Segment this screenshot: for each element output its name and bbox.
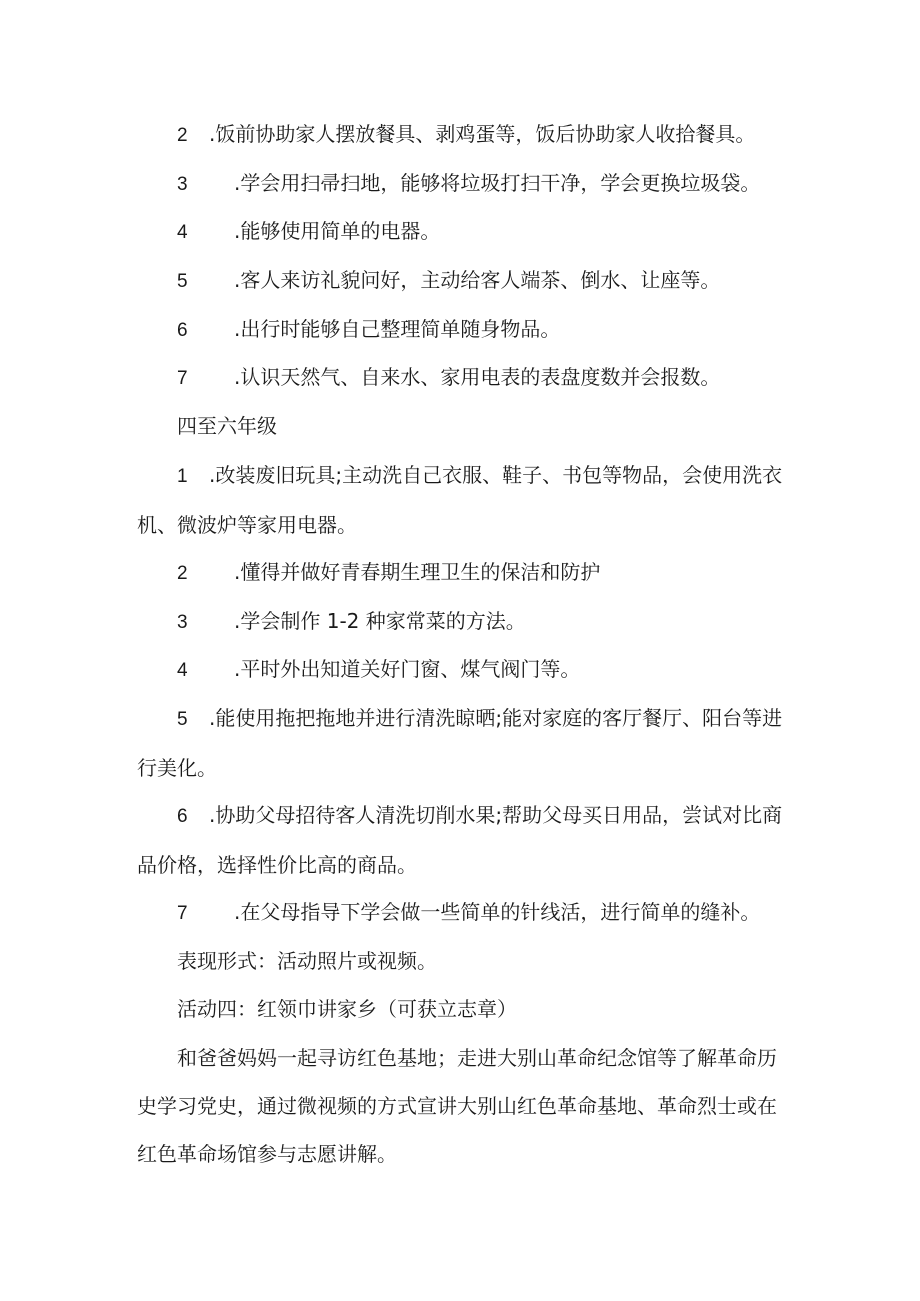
item-number: 4 <box>177 660 188 681</box>
list-item <box>137 159 787 209</box>
section-heading <box>137 402 787 450</box>
item-text: .能使用拖把拖地并进行清洗晾晒;能对家庭的客厅餐厅、阳台等进行美化。 <box>137 706 783 780</box>
item-number: 3 <box>177 612 188 633</box>
item-text: .学会制作 1-2 种家常菜的方法。 <box>234 609 526 633</box>
paragraph <box>137 1034 787 1178</box>
list-item <box>137 548 787 598</box>
paragraph-text: 和爸爸妈妈一起寻访红色基地；走进大别山革命纪念馆等了解革命历史学习党史，通过微视频的方式宣讲大别山红色革命基地、革命烈士或在红色革命场馆参与志愿讲解。 <box>137 1046 777 1166</box>
list-item <box>137 645 787 695</box>
list-item <box>137 597 787 647</box>
list-item <box>137 256 787 306</box>
item-text: .能够使用简单的电器。 <box>234 219 441 243</box>
item-number: 2 <box>177 563 188 584</box>
list-item <box>137 207 787 257</box>
item-text: .改装废旧玩具;主动洗自己衣服、鞋子、书包等物品，会使用洗衣机、微波炉等家用电器。 <box>137 463 783 537</box>
item-number: 6 <box>177 320 188 341</box>
heading-text: 活动四：红领巾讲家乡（可获立志章） <box>177 997 517 1021</box>
item-text: .饭前协助家人摆放餐具、剥鸡蛋等，饭后协助家人收拾餐具。 <box>209 122 756 146</box>
activity-heading <box>137 985 787 1033</box>
list-item <box>137 110 787 160</box>
item-number: 4 <box>177 222 188 243</box>
item-number: 2 <box>177 125 188 146</box>
item-text: .客人来访礼貌问好，主动给客人端茶、倒水、让座等。 <box>234 268 721 292</box>
list-item <box>137 694 787 792</box>
item-text: .协助父母招待客人清洗切削水果;帮助父母买日用品，尝试对比商品价格，选择性价比高的商品。 <box>137 803 783 877</box>
heading-text: 四至六年级 <box>177 414 277 438</box>
item-number: 5 <box>177 709 188 730</box>
list-item <box>137 791 787 889</box>
item-text: .学会用扫帚扫地，能够将垃圾打扫干净，学会更换垃圾袋。 <box>234 171 761 195</box>
list-item <box>137 305 787 355</box>
item-text: .懂得并做好青春期生理卫生的保洁和防护 <box>234 560 601 584</box>
item-text: .出行时能够自己整理简单随身物品。 <box>234 317 561 341</box>
list-item <box>137 451 787 549</box>
item-number: 7 <box>177 368 188 389</box>
item-text: .认识天然气、自来水、家用电表的表盘度数并会报数。 <box>234 365 721 389</box>
item-number: 7 <box>177 903 188 924</box>
item-number: 3 <box>177 174 188 195</box>
paragraph <box>137 937 787 985</box>
list-item <box>137 888 787 938</box>
item-text: .在父母指导下学会做一些简单的针线活，进行简单的缝补。 <box>234 900 761 924</box>
item-text: .平时外出知道关好门窗、煤气阀门等。 <box>234 657 581 681</box>
paragraph-text: 表现形式：活动照片或视频。 <box>177 949 437 973</box>
item-number: 1 <box>177 466 188 487</box>
list-item <box>137 353 787 403</box>
item-number: 6 <box>177 806 188 827</box>
item-number: 5 <box>177 271 188 292</box>
